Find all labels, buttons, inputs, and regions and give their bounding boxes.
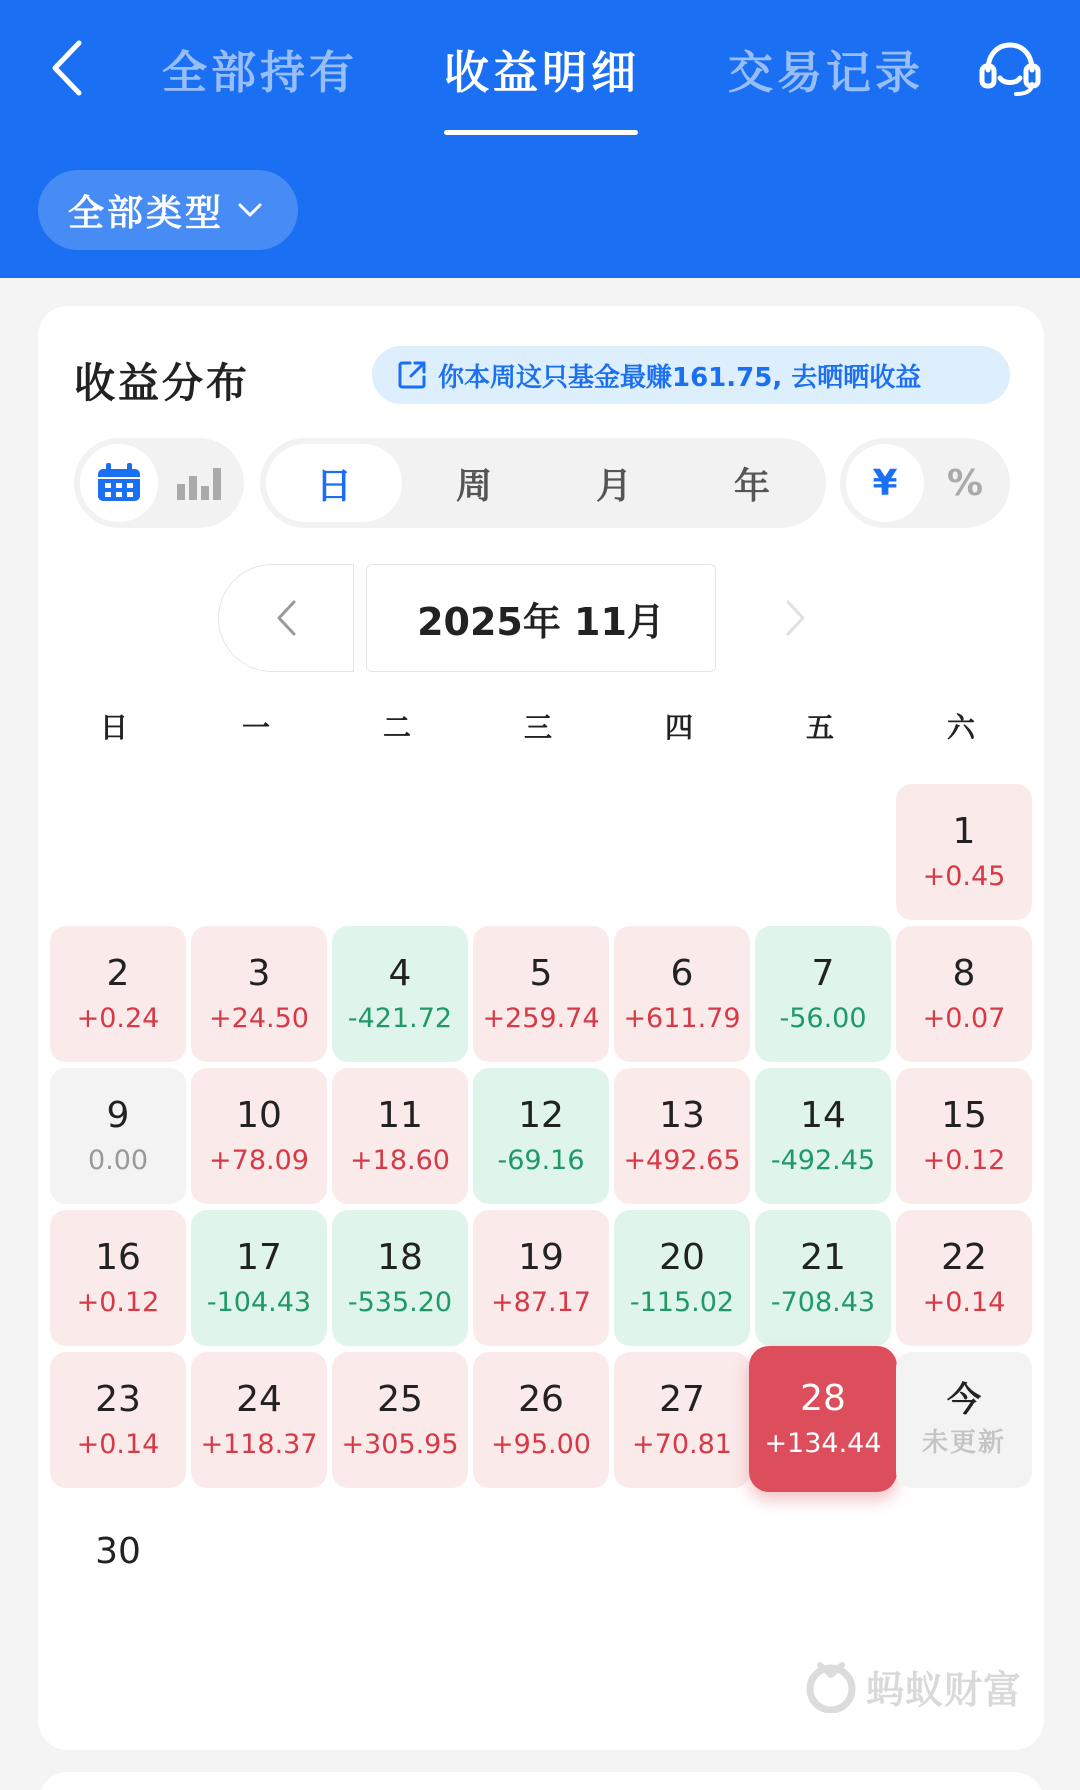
calendar-day-cell[interactable] [896, 784, 1032, 920]
tab-all-holdings[interactable]: 全部持有 [162, 45, 359, 99]
unit-percent-button[interactable]: % [946, 462, 984, 504]
day-number: 1 [952, 810, 976, 852]
day-number: 3 [247, 952, 271, 994]
ant-fortune-watermark [804, 1658, 1022, 1714]
day-earnings-value: -56.00 [779, 1003, 867, 1035]
day-number: 22 [941, 1236, 987, 1278]
calendar-day-cell[interactable] [191, 1210, 327, 1346]
weekday-label: 一 [241, 711, 270, 744]
type-filter-label: 全部类型 [68, 192, 225, 234]
day-earnings-value: 0.00 [87, 1145, 149, 1177]
day-number: 14 [800, 1094, 846, 1136]
previous-month-button[interactable] [218, 564, 354, 672]
current-month-label[interactable]: 2025年 11月 [366, 564, 716, 672]
type-filter-dropdown[interactable] [38, 170, 298, 250]
day-earnings-value: -69.16 [497, 1145, 585, 1177]
calendar-day-cell[interactable] [473, 1210, 609, 1346]
calendar-day-cell[interactable] [473, 1352, 609, 1488]
day-number: 15 [941, 1094, 987, 1136]
chevron-right-icon [785, 599, 807, 637]
day-earnings-value: +0.45 [922, 861, 1006, 893]
day-number: 18 [377, 1236, 423, 1278]
chart-view-button[interactable] [160, 444, 238, 522]
day-earnings-value: -492.45 [770, 1145, 876, 1177]
top-header [0, 0, 1080, 278]
day-number: 7 [811, 952, 835, 994]
day-earnings-value: +0.07 [922, 1003, 1006, 1035]
calendar-day-cell[interactable] [473, 1068, 609, 1204]
card-title: 收益分布 [74, 359, 250, 407]
day-earnings-value: +0.12 [76, 1287, 160, 1319]
not-updated-label: 未更新 [921, 1427, 1006, 1458]
calendar-day-today[interactable] [896, 1352, 1032, 1488]
day-number: 今 [947, 1379, 981, 1420]
day-earnings-value: +0.14 [922, 1287, 1006, 1319]
calendar-day-cell[interactable] [332, 926, 468, 1062]
day-earnings-value: +87.17 [491, 1287, 591, 1319]
calendar-day-cell[interactable] [614, 1068, 750, 1204]
day-number: 26 [518, 1378, 564, 1420]
calendar-day-cell[interactable] [332, 1210, 468, 1346]
calendar-day-cell[interactable] [614, 926, 750, 1062]
day-earnings-value: +492.65 [623, 1145, 741, 1177]
calendar-day-cell[interactable] [614, 1352, 750, 1488]
day-earnings-value: +611.79 [623, 1003, 741, 1035]
period-day[interactable]: 日 [266, 444, 402, 522]
customer-service-headset-icon [978, 40, 1042, 98]
calendar-day-cell[interactable] [50, 1210, 186, 1346]
view-mode-toggle [74, 438, 244, 528]
weekday-label: 四 [664, 711, 693, 744]
day-earnings-value: +24.50 [209, 1003, 309, 1035]
period-selector [260, 438, 826, 528]
share-external-icon [396, 359, 428, 391]
calendar-day-cell[interactable] [191, 1352, 327, 1488]
day-earnings-value: +305.95 [341, 1429, 459, 1461]
calendar-day-cell[interactable] [614, 1210, 750, 1346]
tab-transaction-records[interactable]: 交易记录 [728, 45, 925, 99]
day-earnings-value: -115.02 [629, 1287, 735, 1319]
calendar-view-button[interactable] [80, 444, 158, 522]
weekday-label: 六 [946, 711, 975, 744]
day-number: 12 [518, 1094, 564, 1136]
chevron-down-icon [238, 203, 262, 217]
day-earnings-value: -708.43 [770, 1287, 876, 1319]
tab-earnings-detail[interactable]: 收益明细 [444, 45, 641, 99]
day-earnings-value: -535.20 [347, 1287, 453, 1319]
share-earnings-banner[interactable] [372, 346, 1010, 404]
earnings-distribution-card [38, 306, 1044, 1750]
unit-toggle [840, 438, 1010, 528]
calendar-day-cell[interactable] [332, 1352, 468, 1488]
calendar-day-cell[interactable] [896, 926, 1032, 1062]
calendar-day-cell[interactable] [896, 1068, 1032, 1204]
calendar-day-cell[interactable] [50, 1068, 186, 1204]
day-number: 19 [518, 1236, 564, 1278]
chevron-left-icon [275, 599, 297, 637]
weekday-label: 二 [382, 711, 411, 744]
weekday-label: 日 [99, 711, 128, 744]
calendar-day-cell[interactable] [50, 1352, 186, 1488]
calendar-day-cell[interactable] [50, 1484, 186, 1620]
day-number: 10 [236, 1094, 282, 1136]
day-number: 21 [800, 1236, 846, 1278]
chevron-left-icon [49, 39, 83, 97]
calendar-day-cell[interactable] [332, 1068, 468, 1204]
calendar-day-cell[interactable] [191, 926, 327, 1062]
watermark-text: 蚂蚁财富 [866, 1667, 1023, 1712]
day-number: 11 [377, 1094, 423, 1136]
day-number: 6 [670, 952, 694, 994]
period-month[interactable]: 月 [595, 465, 632, 507]
day-number: 24 [236, 1378, 282, 1420]
day-number: 13 [659, 1094, 705, 1136]
unit-amount-button[interactable]: ¥ [846, 444, 924, 522]
day-number: 8 [952, 952, 976, 994]
ant-fortune-logo [804, 1659, 858, 1713]
day-number: 20 [659, 1236, 705, 1278]
bar-chart-icon [177, 466, 221, 500]
active-tab-indicator [444, 130, 638, 135]
day-number: 9 [106, 1094, 130, 1136]
day-number: 23 [95, 1378, 141, 1420]
day-earnings-value: +118.37 [200, 1429, 318, 1461]
calendar-day-cell[interactable] [473, 926, 609, 1062]
day-earnings-value: -104.43 [206, 1287, 312, 1319]
day-number: 25 [377, 1378, 423, 1420]
calendar-day-cell[interactable] [755, 926, 891, 1062]
day-number: 16 [95, 1236, 141, 1278]
next-section-card [38, 1772, 1044, 1790]
weekday-label: 五 [805, 711, 834, 744]
day-earnings-value: -421.72 [347, 1003, 453, 1035]
calendar-day-cell[interactable] [896, 1210, 1032, 1346]
day-earnings-value: +0.12 [922, 1145, 1006, 1177]
day-number: 27 [659, 1378, 705, 1420]
calendar-day-cell[interactable] [50, 926, 186, 1062]
day-earnings-value: +70.81 [632, 1429, 732, 1461]
day-earnings-value: +0.24 [76, 1003, 160, 1035]
calendar-icon [96, 463, 142, 503]
day-earnings-value: +259.74 [482, 1003, 600, 1035]
calendar-day-cell[interactable] [755, 1210, 891, 1346]
calendar-day-cell[interactable] [191, 1068, 327, 1204]
period-year[interactable]: 年 [733, 465, 770, 507]
share-earnings-text: 你本周这只基金最赚161.75, 去晒晒收益 [438, 362, 922, 393]
calendar-day-cell[interactable] [749, 1346, 897, 1492]
customer-service-button[interactable] [975, 38, 1045, 100]
day-number: 17 [236, 1236, 282, 1278]
next-month-button [728, 564, 864, 672]
day-number: 30 [95, 1531, 141, 1573]
day-number: 5 [529, 952, 553, 994]
weekday-label: 三 [523, 711, 552, 744]
period-week[interactable]: 周 [455, 465, 492, 507]
calendar-day-cell[interactable] [755, 1068, 891, 1204]
day-earnings-value: +95.00 [491, 1429, 591, 1461]
day-earnings-value: +0.14 [76, 1429, 160, 1461]
day-earnings-value: +134.44 [764, 1428, 882, 1460]
back-button[interactable] [36, 28, 96, 108]
day-number: 28 [800, 1377, 846, 1419]
day-earnings-value: +78.09 [209, 1145, 309, 1177]
day-number: 4 [388, 952, 412, 994]
day-number: 2 [106, 952, 130, 994]
day-earnings-value: +18.60 [350, 1145, 450, 1177]
